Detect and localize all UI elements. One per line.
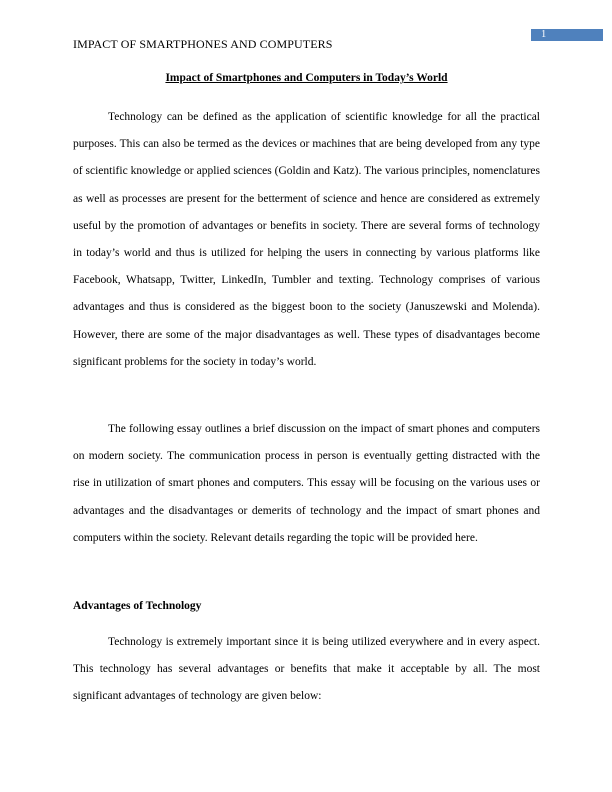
section-heading: Advantages of Technology bbox=[73, 600, 202, 612]
paragraph-essay-outline: The following essay outlines a brief discussion on the impact of smart phones and computers on modern society. The communication process in person is eventually getting distracted with the rise in utilization of smart phones and computers. This essay will be focusing on the various uses or advantages and the disadvantages or demerits of technology and the impact of smart phones and computers within the society. Relevant details regarding the topic will be provided here. bbox=[73, 423, 540, 544]
page-number-badge bbox=[531, 29, 603, 41]
paragraph-advantages: Technology is extremely important since it is being utilized everywhere and in every aspect. This technology has several advantages or benefits that make it acceptable by all. The most significant advantages of technology are given below: bbox=[73, 636, 540, 703]
paragraph-intro: Technology can be defined as the application of scientific knowledge for all the practical purposes. This can also be termed as the devices or machines that are being developed from any type of scientific knowledge or applied sciences (Goldin and Katz). The various principles, nomenclatures as well as processes are present for the betterment of science and hence are considered as extremely useful by the promotion of advantages or benefits in society. There are several forms of technology in today’s world and thus is utilized for helping the users in connecting by various platforms like Facebook, Whatsapp, Twitter, LinkedIn, Tumbler and texting. Technology comprises of various advantages and thus is considered as the biggest boon to the society (Januszewski and Molenda). However, there are some of the major disadvantages as well. These types of disadvantages become significant problems for the society in today’s world. bbox=[73, 111, 540, 368]
page-number: 1 bbox=[541, 29, 547, 40]
running-head: IMPACT OF SMARTPHONES AND COMPUTERS bbox=[73, 37, 333, 51]
document-title: Impact of Smartphones and Computers in Today’s World bbox=[165, 72, 448, 84]
